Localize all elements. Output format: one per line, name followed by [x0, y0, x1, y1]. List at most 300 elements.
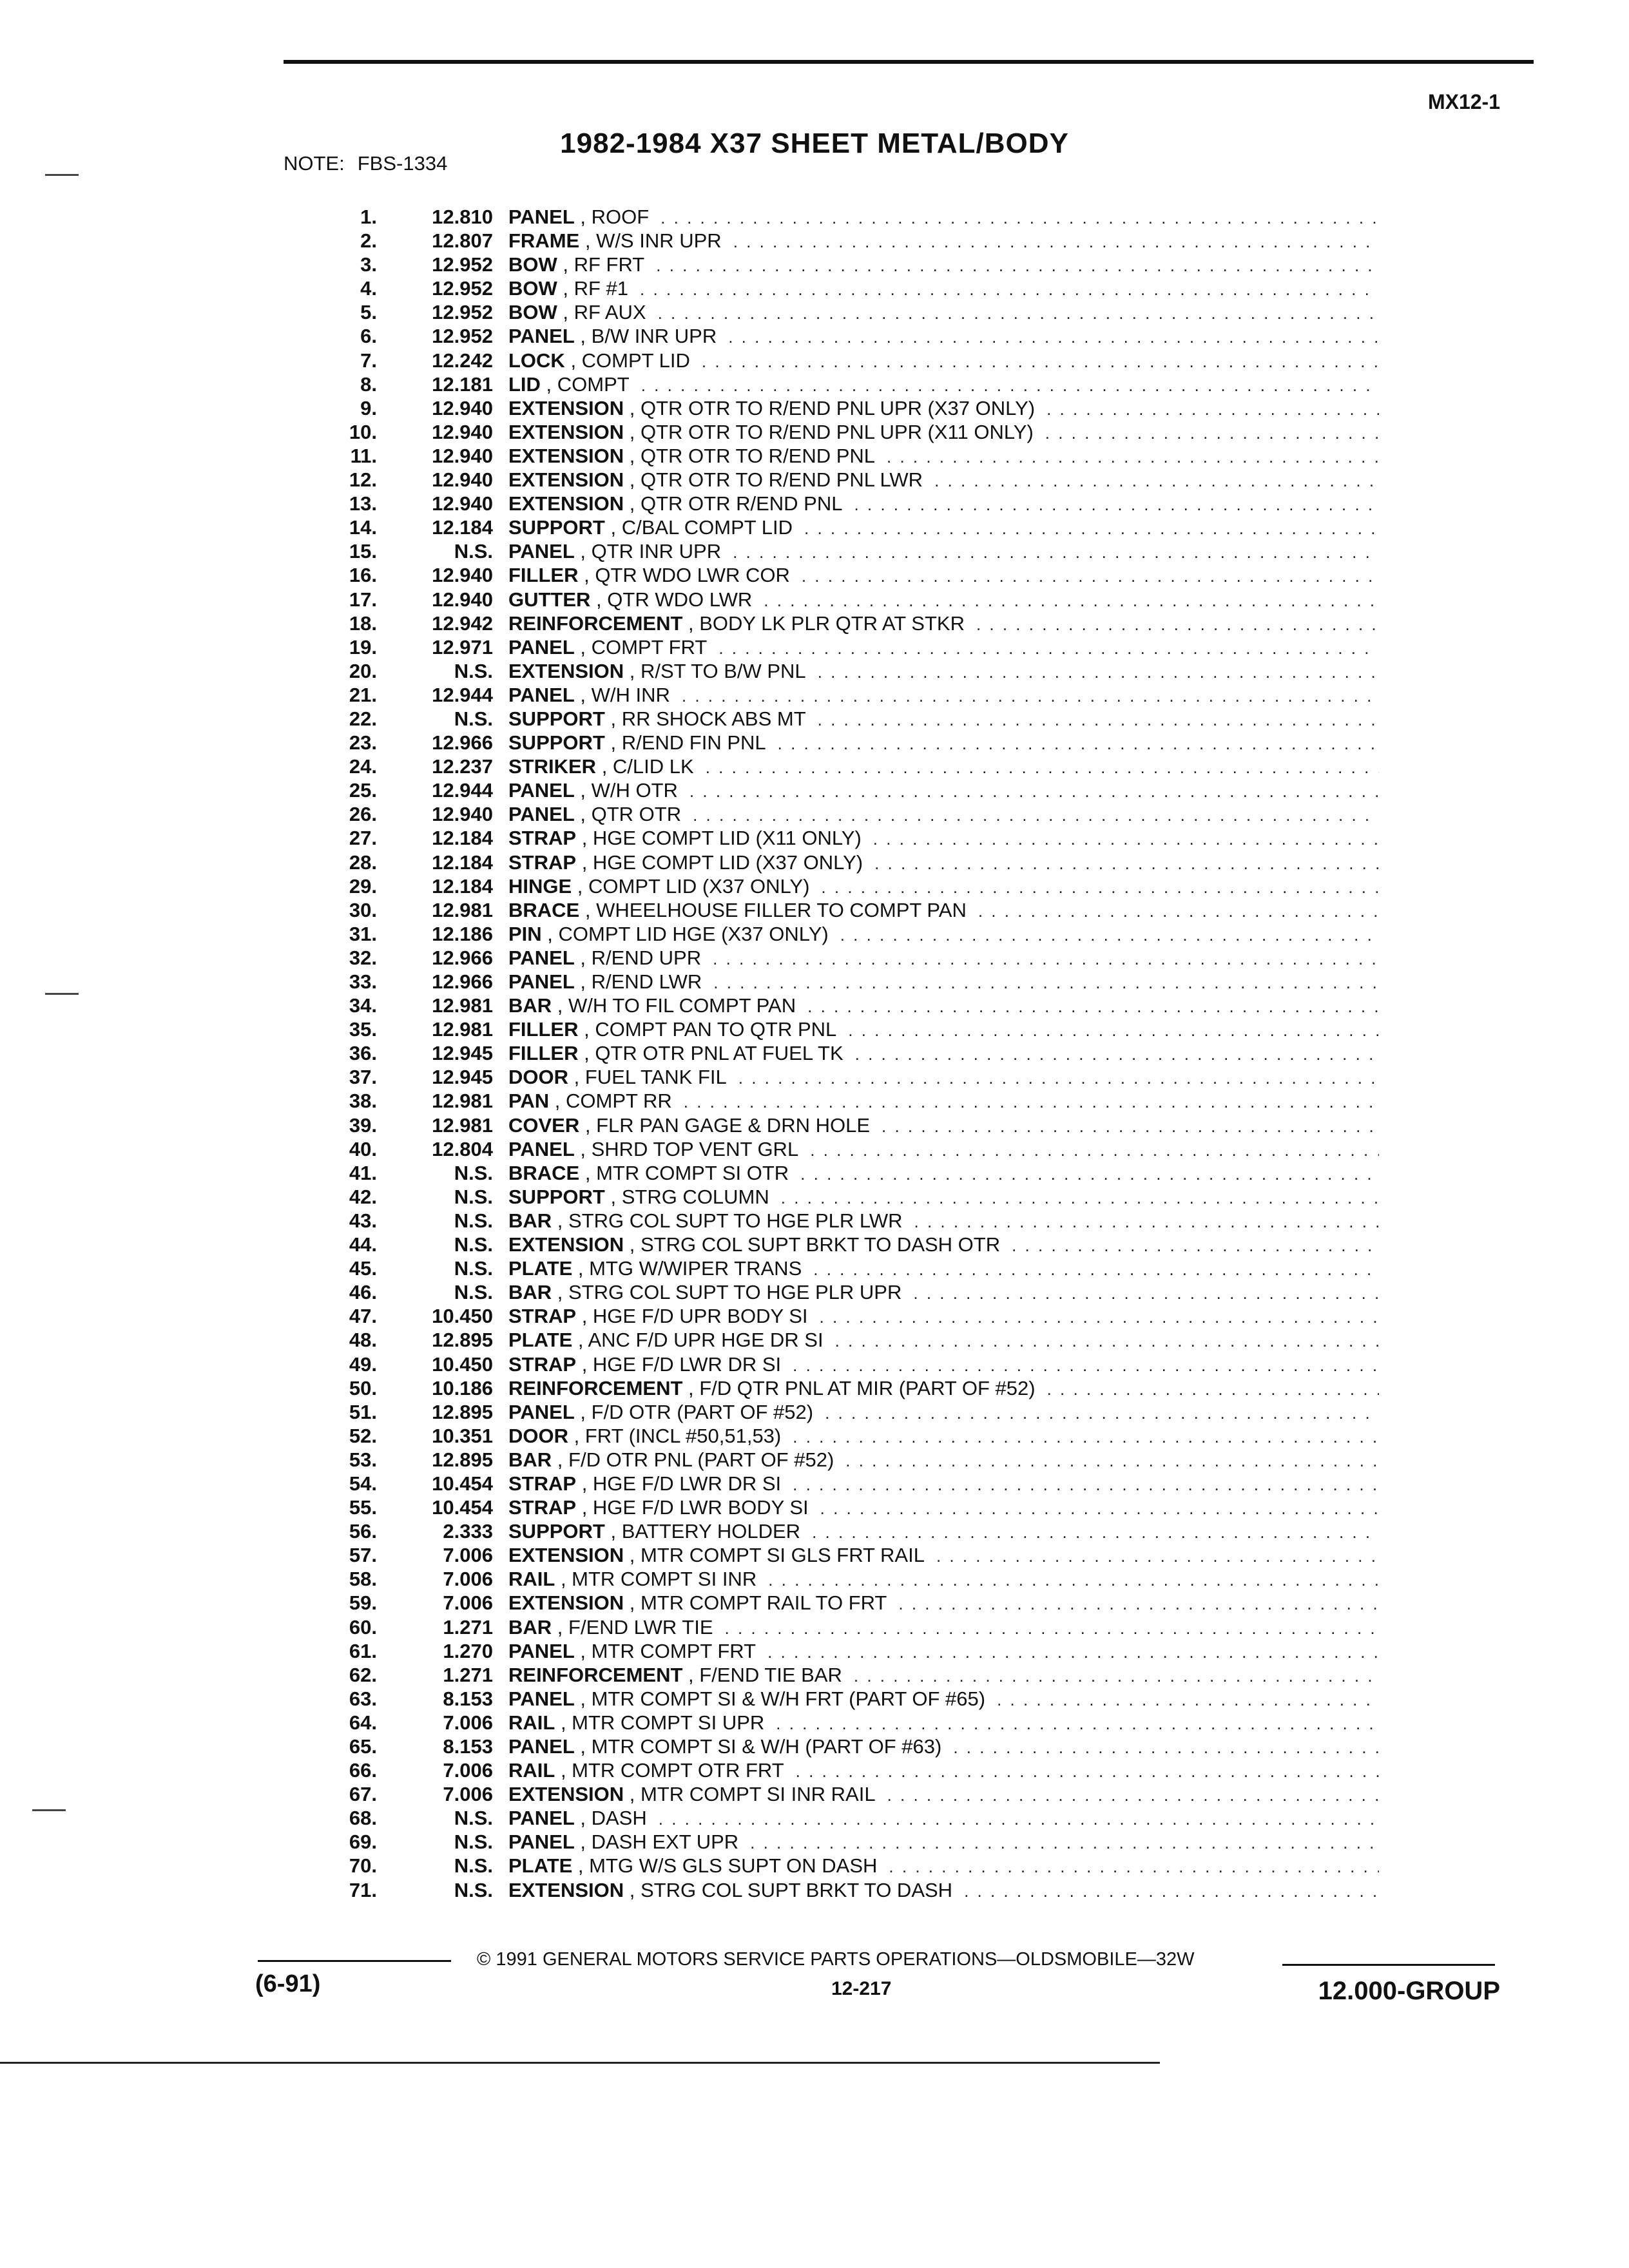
item-name: FILLER	[508, 1018, 579, 1041]
item-description: PANEL , R/END LWR	[508, 970, 702, 993]
list-item	[303, 994, 1379, 1017]
item-description: EXTENSION , MTR COMPT SI INR RAIL	[508, 1783, 876, 1806]
part-code: 12.804	[432, 1137, 493, 1160]
item-qualifier: MTR COMPT SI GLS FRT RAIL	[641, 1544, 925, 1567]
list-item	[303, 1400, 1379, 1424]
item-name: PANEL	[508, 325, 575, 348]
item-name: PANEL	[508, 803, 575, 826]
item-number: 22.	[349, 707, 377, 730]
item-name: PANEL	[508, 635, 575, 658]
dot-leader	[768, 1568, 1379, 1592]
list-item	[303, 1687, 1379, 1711]
dot-leader	[800, 1162, 1379, 1186]
dot-leader	[978, 899, 1379, 923]
part-code: 12.940	[432, 396, 493, 419]
dot-leader	[854, 1664, 1379, 1688]
item-qualifier: W/S INR UPR	[596, 229, 722, 253]
item-description: EXTENSION , QTR OTR TO R/END PNL UPR (X11 ONLY)	[508, 420, 1034, 443]
item-qualifier: BODY LK PLR QTR AT STKR	[699, 611, 965, 635]
part-code: 12.952	[432, 277, 493, 300]
dot-leader	[964, 1879, 1379, 1903]
item-qualifier: R/ST TO B/W PNL	[641, 659, 806, 682]
item-description: FRAME , W/S INR UPR	[508, 229, 722, 253]
item-number: 26.	[349, 803, 377, 826]
dot-leader	[848, 1019, 1379, 1043]
item-number: 9.	[360, 396, 377, 419]
list-item	[303, 539, 1379, 563]
dot-leader	[936, 1544, 1379, 1568]
item-number: 50.	[349, 1376, 377, 1399]
item-description: PANEL , DASH EXT UPR	[508, 1831, 739, 1854]
item-description: STRAP , HGE COMPT LID (X11 ONLY)	[508, 827, 862, 850]
item-number: 38.	[349, 1090, 377, 1113]
item-name: STRAP	[508, 1352, 577, 1376]
part-code: N.S.	[454, 1257, 493, 1280]
item-number: 24.	[349, 755, 377, 778]
item-qualifier: F/D OTR PNL (PART OF #52)	[568, 1448, 834, 1471]
item-number: 4.	[360, 277, 377, 300]
list-item	[303, 1161, 1379, 1185]
part-code: 12.184	[432, 827, 493, 850]
dot-leader	[684, 1090, 1379, 1114]
list-item	[303, 683, 1379, 707]
item-description: FILLER , QTR OTR PNL AT FUEL TK	[508, 1042, 843, 1065]
item-description: BOW , RF #1	[508, 277, 629, 300]
item-description: EXTENSION , MTR COMPT RAIL TO FRT	[508, 1591, 887, 1615]
item-number: 14.	[349, 516, 377, 539]
item-description: PANEL , MTR COMPT SI & W/H (PART OF #63)	[508, 1735, 942, 1758]
part-code: 10.186	[432, 1376, 493, 1399]
part-code: 12.237	[432, 755, 493, 778]
item-qualifier: B/W INR UPR	[591, 325, 717, 348]
part-code: 12.940	[432, 492, 493, 515]
item-qualifier: MTR COMPT OTR FRT	[572, 1759, 784, 1782]
item-qualifier: HGE F/D LWR DR SI	[592, 1352, 782, 1376]
dot-leader	[764, 589, 1379, 613]
dot-leader	[818, 708, 1379, 732]
dot-leader	[882, 1115, 1379, 1139]
list-item	[303, 492, 1379, 515]
item-qualifier: R/END UPR	[591, 946, 702, 969]
part-code: N.S.	[454, 540, 493, 563]
item-qualifier: QTR OTR TO R/END PNL	[641, 444, 876, 467]
dot-leader	[804, 517, 1379, 541]
item-qualifier: RF FRT	[574, 253, 645, 276]
list-item	[303, 205, 1379, 229]
item-name: SUPPORT	[508, 707, 605, 730]
item-name: FILLER	[508, 564, 579, 587]
part-code: 12.981	[432, 994, 493, 1017]
item-number: 57.	[349, 1544, 377, 1567]
part-code: 12.186	[432, 922, 493, 945]
item-description: DOOR , FUEL TANK FIL	[508, 1066, 727, 1089]
item-number: 6.	[360, 325, 377, 348]
dot-leader	[810, 1139, 1379, 1162]
item-name: PANEL	[508, 1639, 575, 1662]
item-number: 17.	[349, 588, 377, 611]
list-item	[303, 1256, 1379, 1280]
item-number: 21.	[349, 683, 377, 706]
item-number: 67.	[349, 1783, 377, 1806]
item-qualifier: BATTERY HOLDER	[621, 1520, 801, 1543]
dot-leader	[914, 1210, 1379, 1234]
item-name: PLATE	[508, 1257, 573, 1280]
item-number: 66.	[349, 1759, 377, 1782]
dot-leader	[845, 1449, 1379, 1473]
dot-leader	[713, 947, 1379, 971]
dot-leader	[887, 1783, 1379, 1807]
item-name: COVER	[508, 1113, 580, 1137]
item-qualifier: STRG COLUMN	[621, 1185, 769, 1208]
part-code: 12.966	[432, 946, 493, 969]
item-name: PAN	[508, 1090, 550, 1113]
item-description: PLATE , MTG W/S GLS SUPT ON DASH	[508, 1854, 878, 1878]
item-name: BAR	[508, 1281, 552, 1304]
item-qualifier: DASH EXT UPR	[591, 1831, 739, 1854]
top-rule	[284, 60, 1534, 64]
part-code: 12.944	[432, 779, 493, 802]
dot-leader	[767, 1640, 1379, 1664]
part-code: 7.006	[443, 1568, 493, 1591]
item-qualifier: QTR OTR TO R/END PNL LWR	[641, 468, 923, 492]
list-item	[303, 659, 1379, 683]
item-description: SUPPORT , R/END FIN PNL	[508, 731, 766, 754]
item-name: PANEL	[508, 779, 575, 802]
dot-leader	[825, 1401, 1379, 1425]
item-description: BAR , STRG COL SUPT TO HGE PLR UPR	[508, 1281, 902, 1304]
item-qualifier: R/END LWR	[591, 970, 702, 993]
item-description: REINFORCEMENT , F/END TIE BAR	[508, 1663, 842, 1686]
item-description: BOW , RF AUX	[508, 301, 646, 324]
part-code: 10.454	[432, 1472, 493, 1495]
list-item	[303, 420, 1379, 444]
item-description: STRAP , HGE F/D LWR DR SI	[508, 1472, 782, 1495]
list-item	[303, 1185, 1379, 1209]
dot-leader	[1047, 1378, 1379, 1401]
list-item	[303, 1639, 1379, 1663]
item-name: EXTENSION	[508, 1591, 624, 1615]
part-code: N.S.	[454, 1854, 493, 1878]
item-number: 60.	[349, 1615, 377, 1639]
part-code: 7.006	[443, 1759, 493, 1782]
item-qualifier: COMPT PAN TO QTR PNL	[595, 1018, 837, 1041]
dot-leader	[702, 350, 1379, 374]
item-number: 15.	[349, 540, 377, 563]
list-item	[303, 1663, 1379, 1687]
item-name: PANEL	[508, 206, 575, 228]
part-code: 12.895	[432, 1448, 493, 1471]
item-qualifier: RR SHOCK ABS MT	[621, 707, 806, 730]
list-item	[303, 276, 1379, 300]
list-item	[303, 1495, 1379, 1519]
item-name: STRAP	[508, 827, 577, 850]
item-description: PANEL , QTR INR UPR	[508, 540, 722, 563]
item-name: BOW	[508, 277, 557, 300]
dot-leader	[713, 971, 1379, 995]
list-item	[303, 898, 1379, 922]
dot-leader	[807, 995, 1379, 1019]
item-description: PANEL , COMPT FRT	[508, 635, 708, 658]
item-qualifier: QTR OTR R/END PNL	[641, 492, 843, 515]
item-number: 35.	[349, 1018, 377, 1041]
item-number: 41.	[349, 1161, 377, 1184]
part-code: N.S.	[454, 707, 493, 730]
part-code: 10.351	[432, 1424, 493, 1447]
item-name: PANEL	[508, 1831, 575, 1854]
item-description: EXTENSION , QTR OTR R/END PNL	[508, 492, 843, 515]
item-qualifier: COMPT LID	[581, 349, 690, 372]
item-name: DOOR	[508, 1424, 568, 1447]
list-item	[303, 300, 1379, 324]
item-number: 40.	[349, 1137, 377, 1160]
item-name: DOOR	[508, 1066, 568, 1089]
item-number: 51.	[349, 1400, 377, 1423]
item-name: PIN	[508, 922, 542, 945]
item-name: PANEL	[508, 1400, 575, 1423]
part-code: 12.945	[432, 1066, 493, 1089]
item-description: PANEL , DASH	[508, 1807, 647, 1830]
item-description: STRAP , HGE F/D LWR BODY SI	[508, 1496, 809, 1519]
item-name: PLATE	[508, 1329, 573, 1352]
dot-leader	[776, 1712, 1379, 1736]
dot-leader	[640, 278, 1379, 302]
dot-leader	[898, 1592, 1379, 1616]
item-description: RAIL , MTR COMPT SI INR	[508, 1568, 757, 1591]
item-qualifier: STRG COL SUPT BRKT TO DASH OTR	[641, 1233, 1001, 1256]
item-number: 25.	[349, 779, 377, 802]
part-code: 12.242	[432, 349, 493, 372]
item-qualifier: F/D QTR PNL AT MIR (PART OF #52)	[699, 1376, 1036, 1399]
item-name: STRAP	[508, 850, 577, 874]
part-code: 12.940	[432, 420, 493, 443]
item-description: LID , COMPT	[508, 372, 630, 396]
part-code: N.S.	[454, 1161, 493, 1184]
part-code: 12.942	[432, 611, 493, 635]
item-description: PANEL , MTR COMPT FRT	[508, 1639, 757, 1662]
list-item	[303, 396, 1379, 420]
part-code: 12.981	[432, 1018, 493, 1041]
item-qualifier: QTR OTR PNL AT FUEL TK	[595, 1042, 843, 1065]
item-description: PLATE , ANC F/D UPR HGE DR SI	[508, 1329, 824, 1352]
item-name: BAR	[508, 1209, 552, 1232]
list-item	[303, 588, 1379, 611]
dot-leader	[656, 254, 1379, 278]
item-number: 53.	[349, 1448, 377, 1471]
list-item	[303, 778, 1379, 802]
page-number: 12-217	[831, 1978, 892, 1999]
list-item	[303, 1519, 1379, 1543]
group-label: 12.000-GROUP	[1318, 1977, 1500, 2005]
item-name: SUPPORT	[508, 516, 605, 539]
item-description: STRAP , HGE F/D LWR DR SI	[508, 1352, 782, 1376]
item-number: 54.	[349, 1472, 377, 1495]
item-qualifier: MTG W/WIPER TRANS	[589, 1257, 802, 1280]
dot-leader	[706, 756, 1379, 780]
part-code: 12.971	[432, 635, 493, 658]
item-qualifier: FLR PAN GAGE & DRN HOLE	[596, 1113, 870, 1137]
dot-leader	[887, 445, 1379, 469]
list-item	[303, 1854, 1379, 1878]
part-code: 10.450	[432, 1352, 493, 1376]
item-name: RAIL	[508, 1568, 555, 1591]
item-name: EXTENSION	[508, 1544, 624, 1567]
dot-leader	[733, 230, 1379, 254]
item-description: RAIL , MTR COMPT OTR FRT	[508, 1759, 784, 1782]
dot-leader	[738, 1066, 1379, 1090]
item-description: BOW , RF FRT	[508, 253, 645, 276]
list-item	[303, 372, 1379, 396]
dot-leader	[873, 827, 1379, 851]
item-description: SUPPORT , STRG COLUMN	[508, 1185, 769, 1208]
item-qualifier: HGE F/D LWR BODY SI	[592, 1496, 809, 1519]
part-code: 1.271	[443, 1663, 493, 1686]
part-code: 12.952	[432, 325, 493, 348]
item-name: EXTENSION	[508, 1878, 624, 1901]
item-qualifier: W/H INR	[591, 683, 670, 706]
item-number: 56.	[349, 1520, 377, 1543]
dot-leader	[728, 325, 1379, 349]
dot-leader	[934, 469, 1379, 493]
item-qualifier: QTR OTR TO R/END PNL UPR (X11 ONLY)	[641, 420, 1034, 443]
item-name: GUTTER	[508, 588, 591, 611]
item-number: 28.	[349, 850, 377, 874]
item-qualifier: HGE COMPT LID (X37 ONLY)	[592, 850, 863, 874]
item-number: 63.	[349, 1687, 377, 1710]
edition-date: (6-91)	[255, 1970, 321, 1997]
dot-leader	[718, 637, 1379, 660]
item-description: SUPPORT , BATTERY HOLDER	[508, 1520, 801, 1543]
item-number: 33.	[349, 970, 377, 993]
item-number: 47.	[349, 1305, 377, 1328]
list-item	[303, 1543, 1379, 1567]
item-description: EXTENSION , QTR OTR TO R/END PNL UPR (X37 ONLY)	[508, 396, 1036, 419]
part-code: 12.184	[432, 516, 493, 539]
list-item	[303, 1472, 1379, 1495]
list-item	[303, 731, 1379, 754]
item-qualifier: FRT (INCL #50,51,53)	[584, 1424, 782, 1447]
item-number: 34.	[349, 994, 377, 1017]
dot-leader	[641, 374, 1379, 398]
part-code: 12.940	[432, 468, 493, 492]
item-qualifier: STRG COL SUPT BRKT TO DASH	[641, 1878, 953, 1901]
item-qualifier: STRG COL SUPT TO HGE PLR LWR	[568, 1209, 903, 1232]
item-description: COVER , FLR PAN GAGE & DRN HOLE	[508, 1113, 870, 1137]
dot-leader	[835, 1329, 1379, 1353]
dot-leader	[874, 852, 1379, 876]
part-code: N.S.	[454, 1281, 493, 1304]
item-qualifier: MTR COMPT RAIL TO FRT	[641, 1591, 887, 1615]
list-item	[303, 1830, 1379, 1854]
list-item	[303, 1424, 1379, 1448]
item-name: EXTENSION	[508, 420, 624, 443]
dot-leader	[1012, 1234, 1379, 1258]
item-name: STRAP	[508, 1496, 577, 1519]
dot-leader	[693, 803, 1379, 827]
list-item	[303, 802, 1379, 826]
item-qualifier: HGE F/D LWR DR SI	[592, 1472, 782, 1495]
item-description: STRAP , HGE F/D UPR BODY SI	[508, 1305, 808, 1328]
item-name: BOW	[508, 301, 557, 324]
item-name: LID	[508, 372, 541, 396]
list-item	[303, 515, 1379, 539]
part-code: N.S.	[454, 1878, 493, 1901]
item-description: PAN , COMPT RR	[508, 1090, 672, 1113]
item-name: BAR	[508, 1448, 552, 1471]
item-description: REINFORCEMENT , F/D QTR PNL AT MIR (PART OF #52)	[508, 1376, 1036, 1399]
list-item	[303, 1758, 1379, 1782]
part-code: 12.966	[432, 970, 493, 993]
list-item	[303, 970, 1379, 994]
margin-mark	[32, 1809, 66, 1811]
part-code: 12.895	[432, 1329, 493, 1352]
item-number: 5.	[360, 301, 377, 324]
item-description: PANEL , SHRD TOP VENT GRL	[508, 1137, 799, 1160]
item-qualifier: MTR COMPT SI UPR	[572, 1711, 765, 1734]
margin-mark	[45, 174, 79, 176]
item-qualifier: F/END LWR TIE	[568, 1615, 713, 1639]
dot-leader	[733, 541, 1379, 564]
list-item	[303, 850, 1379, 874]
item-description: PANEL , R/END UPR	[508, 946, 702, 969]
item-name: FRAME	[508, 229, 580, 253]
part-code: 12.184	[432, 874, 493, 898]
item-qualifier: QTR INR UPR	[591, 540, 722, 563]
item-qualifier: ANC F/D UPR HGE DR SI	[588, 1329, 824, 1352]
item-number: 32.	[349, 946, 377, 969]
item-qualifier: QTR WDO LWR	[607, 588, 753, 611]
item-number: 61.	[349, 1639, 377, 1662]
part-code: 12.981	[432, 1090, 493, 1113]
item-number: 70.	[349, 1854, 377, 1878]
item-name: BOW	[508, 253, 557, 276]
item-number: 3.	[360, 253, 377, 276]
item-qualifier: COMPT	[557, 372, 630, 396]
part-code: 12.807	[432, 229, 493, 253]
item-description: PANEL , MTR COMPT SI & W/H FRT (PART OF #65)	[508, 1687, 986, 1710]
item-name: EXTENSION	[508, 659, 624, 682]
footer-rule-left	[258, 1960, 451, 1962]
page-code: MX12-1	[1427, 90, 1500, 113]
part-code: 7.006	[443, 1591, 493, 1615]
item-qualifier: COMPT LID HGE (X37 ONLY)	[558, 922, 829, 945]
item-name: PANEL	[508, 1687, 575, 1710]
dot-leader	[781, 1186, 1379, 1210]
footer-rule-right	[1282, 1964, 1495, 1966]
part-code: 12.981	[432, 898, 493, 921]
part-code: 12.940	[432, 564, 493, 587]
item-qualifier: RF #1	[574, 277, 629, 300]
list-item	[303, 1806, 1379, 1830]
item-number: 18.	[349, 611, 377, 635]
item-qualifier: MTR COMPT FRT	[591, 1639, 757, 1662]
item-number: 69.	[349, 1831, 377, 1854]
dot-leader	[1046, 398, 1379, 421]
item-qualifier: COMPT FRT	[591, 635, 708, 658]
list-item	[303, 1328, 1379, 1352]
item-number: 23.	[349, 731, 377, 754]
part-code: N.S.	[454, 659, 493, 682]
list-item	[303, 1089, 1379, 1113]
item-number: 42.	[349, 1185, 377, 1208]
list-item	[303, 1711, 1379, 1735]
item-description: EXTENSION , QTR OTR TO R/END PNL	[508, 444, 876, 467]
item-description: EXTENSION , QTR OTR TO R/END PNL LWR	[508, 468, 923, 492]
item-number: 62.	[349, 1663, 377, 1686]
list-item	[303, 754, 1379, 778]
item-name: REINFORCEMENT	[508, 1376, 683, 1399]
dot-leader	[812, 1521, 1379, 1544]
item-number: 48.	[349, 1329, 377, 1352]
